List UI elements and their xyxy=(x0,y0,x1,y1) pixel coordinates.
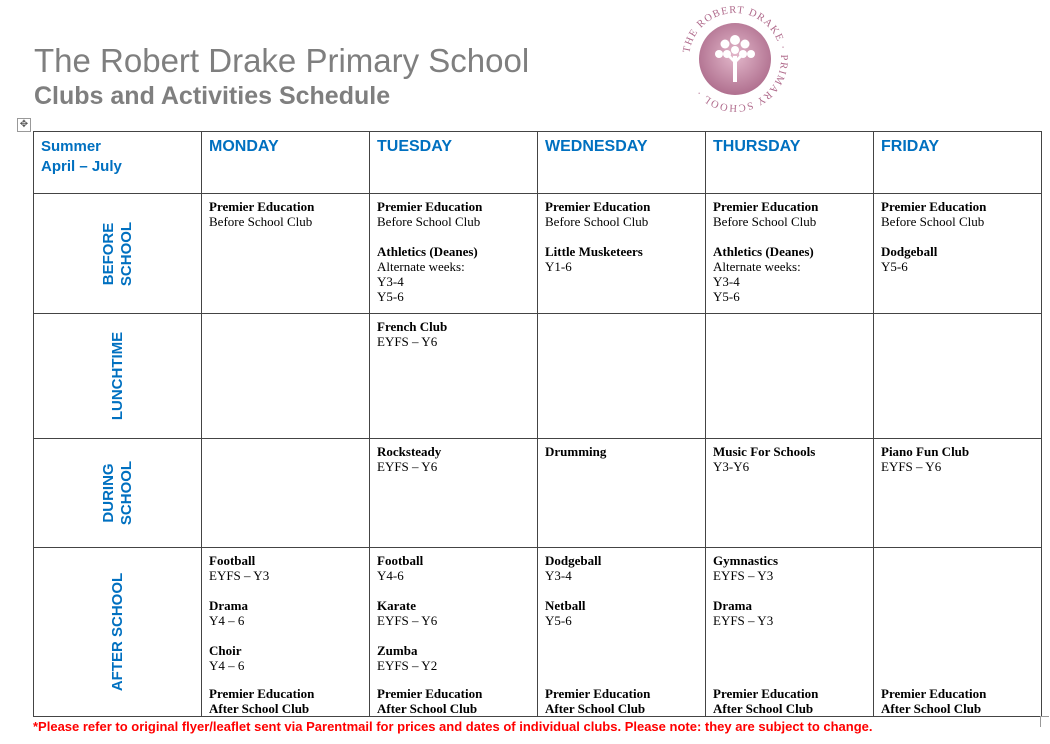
day-header-monday: MONDAY xyxy=(202,132,370,194)
row-label-line: BEFORE xyxy=(99,222,117,285)
club-name: Premier Education xyxy=(209,686,315,701)
club-detail: EYFS – Y3 xyxy=(713,613,774,628)
schedule-cell-wednesday xyxy=(538,548,706,717)
club-name: Premier Education xyxy=(713,686,819,701)
term-season: Summer xyxy=(41,138,102,155)
club-name: Drama xyxy=(713,598,752,613)
club-detail: Y4-6 xyxy=(377,568,404,583)
row-label-text xyxy=(109,332,127,420)
club-name: Premier Education xyxy=(209,199,315,214)
day-header-friday: FRIDAY xyxy=(874,132,1042,194)
club-entry xyxy=(545,444,698,459)
club-entry xyxy=(881,244,1034,274)
club-entry xyxy=(713,199,866,229)
club-entry xyxy=(377,643,530,673)
club-entry xyxy=(881,444,1034,474)
club-entry xyxy=(545,598,698,628)
club-entry xyxy=(377,598,530,628)
club-detail: EYFS – Y3 xyxy=(209,568,270,583)
club-detail: Y3-4 xyxy=(545,568,572,583)
club-name: Football xyxy=(209,553,256,568)
club-entry xyxy=(377,319,530,349)
club-detail: Before School Club xyxy=(881,214,985,229)
club-entry xyxy=(209,553,362,583)
logo-ring-text: THE ROBERT DRAKE · PRIMARY SCHOOL · xyxy=(681,4,790,114)
schedule-cell-tuesday xyxy=(370,548,538,717)
schedule-cell-thursday xyxy=(706,548,874,717)
after-school-club-entry xyxy=(377,686,482,716)
club-detail: EYFS – Y6 xyxy=(377,334,438,349)
club-detail: Y5-6 xyxy=(377,289,404,304)
footer-note: *Please refer to original flyer/leaflet sent via Parentmail for prices and dates of individual clubs. Please note: they are subject to change. xyxy=(33,719,873,734)
schedule-cell-monday xyxy=(202,548,370,717)
term-dates: April – July xyxy=(41,158,122,175)
row-label-line: SCHOOL xyxy=(117,221,135,286)
club-detail: EYFS – Y6 xyxy=(881,459,942,474)
after-school-club-entry xyxy=(545,686,650,716)
club-entry xyxy=(713,598,866,628)
club-entry xyxy=(377,244,530,304)
schedule-cell-monday xyxy=(202,194,370,314)
day-header-thursday: THURSDAY xyxy=(706,132,874,194)
schedule-cell-friday xyxy=(874,194,1042,314)
club-entry xyxy=(209,643,362,673)
club-name: Premier Education xyxy=(377,686,483,701)
club-name: Zumba xyxy=(377,643,418,658)
schedule-cell-thursday xyxy=(706,314,874,439)
club-detail: Y5-6 xyxy=(881,259,908,274)
club-detail: EYFS – Y6 xyxy=(377,459,438,474)
club-detail: After School Club xyxy=(545,701,646,716)
club-name: Premier Education xyxy=(713,199,819,214)
club-name: Little Musketeers xyxy=(545,244,643,259)
schedule-cell-monday xyxy=(202,314,370,439)
club-entry xyxy=(209,199,362,229)
club-name: Dodgeball xyxy=(545,553,602,568)
club-name: Athletics (Deanes) xyxy=(377,244,478,259)
club-detail: EYFS – Y2 xyxy=(377,658,438,673)
header-row xyxy=(34,132,1042,194)
club-detail: Y5-6 xyxy=(545,613,572,628)
club-entry xyxy=(209,598,362,628)
table-move-handle[interactable]: ✥ xyxy=(17,118,31,132)
school-logo xyxy=(675,4,795,114)
schedule-table xyxy=(33,131,1042,717)
row-before-school xyxy=(34,194,1042,314)
club-detail: Before School Club xyxy=(713,214,817,229)
schedule-cell-monday xyxy=(202,439,370,548)
page-subtitle: Clubs and Activities Schedule xyxy=(34,82,391,110)
club-detail: Y5-6 xyxy=(713,289,740,304)
schedule-cell-wednesday xyxy=(538,314,706,439)
club-detail: Before School Club xyxy=(377,214,481,229)
club-name: Netball xyxy=(545,598,586,613)
row-label-text: AFTER SCHOOL xyxy=(108,572,126,692)
schedule-cell-thursday xyxy=(706,194,874,314)
row-label xyxy=(34,314,202,439)
row-lunchtime xyxy=(34,314,1042,439)
club-entry xyxy=(545,244,698,274)
club-detail: After School Club xyxy=(713,701,814,716)
term-cell xyxy=(34,132,202,194)
club-detail: Alternate weeks: xyxy=(377,259,465,274)
club-detail: After School Club xyxy=(209,701,310,716)
schedule-cell-tuesday xyxy=(370,314,538,439)
club-detail: Y3-4 xyxy=(377,274,404,289)
club-detail: Y3-4 xyxy=(713,274,740,289)
row-label-after-school xyxy=(34,548,202,717)
club-entry xyxy=(377,444,530,474)
schedule-cell-friday xyxy=(874,548,1042,717)
club-name: Premier Education xyxy=(377,199,483,214)
row-label-line: SCHOOL xyxy=(117,460,135,526)
schedule-cell-tuesday xyxy=(370,194,538,314)
club-name: Karate xyxy=(377,598,416,613)
club-name: Premier Education xyxy=(881,199,987,214)
club-name: Football xyxy=(377,553,424,568)
club-name: Athletics (Deanes) xyxy=(713,244,814,259)
club-detail: Y3-Y6 xyxy=(713,459,750,474)
day-header-wednesday: WEDNESDAY xyxy=(538,132,706,194)
club-detail: Before School Club xyxy=(209,214,313,229)
after-school-club-entry xyxy=(209,686,314,716)
row-label-line: LUNCHTIME xyxy=(108,331,126,421)
row-label-line: DURING xyxy=(99,463,117,523)
club-name: Choir xyxy=(209,643,242,658)
club-entry xyxy=(713,444,866,474)
schedule-cell-wednesday xyxy=(538,194,706,314)
club-entry xyxy=(545,553,698,583)
row-label-text xyxy=(100,461,136,525)
row-label xyxy=(34,194,202,314)
club-detail: After School Club xyxy=(377,701,478,716)
row-label xyxy=(34,439,202,548)
schedule-cell-thursday xyxy=(706,439,874,548)
club-name: Premier Education xyxy=(545,199,651,214)
club-detail: Before School Club xyxy=(545,214,649,229)
page-title: The Robert Drake Primary School xyxy=(34,42,530,79)
club-detail: Y4 – 6 xyxy=(209,658,245,673)
schedule-cell-wednesday xyxy=(538,439,706,548)
club-name: Music For Schools xyxy=(713,444,816,459)
club-entry xyxy=(713,244,866,304)
club-entry xyxy=(881,199,1034,229)
club-detail: Alternate weeks: xyxy=(713,259,801,274)
club-name: Drumming xyxy=(545,444,607,459)
club-entry xyxy=(377,199,530,229)
club-name: Rocksteady xyxy=(377,444,442,459)
schedule-cell-tuesday xyxy=(370,439,538,548)
club-detail: EYFS – Y6 xyxy=(377,613,438,628)
club-name: Dodgeball xyxy=(881,244,938,259)
club-name: French Club xyxy=(377,319,448,334)
row-label-text xyxy=(100,221,136,285)
row-after-school xyxy=(34,548,1042,717)
page-corner-mark xyxy=(1040,716,1049,727)
schedule-cell-friday xyxy=(874,439,1042,548)
club-entry xyxy=(377,553,530,583)
club-name: Premier Education xyxy=(881,686,987,701)
club-entry xyxy=(545,199,698,229)
club-entry xyxy=(713,553,866,583)
club-name: Gymnastics xyxy=(713,553,778,568)
club-detail: After School Club xyxy=(881,701,982,716)
club-name: Piano Fun Club xyxy=(881,444,970,459)
after-school-club-entry xyxy=(713,686,818,716)
club-name: Drama xyxy=(209,598,248,613)
club-detail: Y1-6 xyxy=(545,259,572,274)
schedule-cell-friday xyxy=(874,314,1042,439)
club-name: Premier Education xyxy=(545,686,651,701)
club-detail: Y4 – 6 xyxy=(209,613,245,628)
day-header-tuesday: TUESDAY xyxy=(370,132,538,194)
row-during-school xyxy=(34,439,1042,548)
after-school-club-entry xyxy=(881,686,986,716)
club-detail: EYFS – Y3 xyxy=(713,568,774,583)
